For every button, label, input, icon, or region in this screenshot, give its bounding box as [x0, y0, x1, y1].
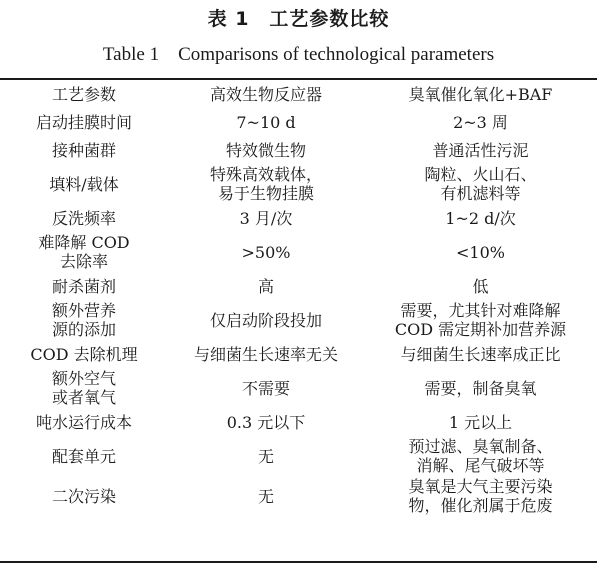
- ozone-baf-value-cell: 2~3 周: [453, 112, 508, 132]
- ozone-baf-value-cell: 陶粒、火山石、 有机滤料等: [424, 165, 537, 203]
- table-bottom-rule: [0, 561, 597, 563]
- ozone-baf-value-cell: 低: [472, 276, 489, 296]
- row-label-cell: 吨水运行成本: [35, 412, 132, 432]
- ozone-baf-value-cell: 1~2 d/次: [445, 208, 516, 228]
- table-row: [0, 300, 597, 340]
- row-label-cell: 填料/载体: [49, 174, 119, 194]
- row-label-cell: COD 去除机理: [30, 344, 138, 364]
- ozone-baf-value-cell: 与细菌生长速率成正比: [400, 344, 561, 364]
- ozone-baf-value-cell: 1 元以上: [448, 412, 513, 432]
- bioreactor-value-cell: 高: [257, 276, 274, 296]
- bioreactor-value-cell: 3 月/次: [239, 208, 293, 228]
- bioreactor-value-cell: 0.3 元以下: [226, 412, 306, 432]
- table-row: [0, 272, 597, 300]
- row-label-cell: 额外营养 源的添加: [51, 301, 116, 339]
- row-label-cell: 启动挂膜时间: [35, 112, 132, 132]
- header-cell-ozone-baf: 臭氧催化氧化+BAF: [408, 84, 553, 104]
- table-row: [0, 436, 597, 476]
- table-row: [0, 232, 597, 272]
- table-row: [0, 340, 597, 368]
- bioreactor-value-cell: 特效微生物: [225, 140, 306, 160]
- ozone-baf-value-cell: 预过滤、臭氧制备、 消解、尾气破坏等: [408, 437, 553, 475]
- header-cell-parameter: 工艺参数: [51, 84, 116, 104]
- bioreactor-value-cell: 7~10 d: [236, 112, 296, 132]
- bioreactor-value-cell: 无: [257, 486, 274, 506]
- ozone-baf-value-cell: <10%: [456, 242, 505, 262]
- bioreactor-value-cell: 不需要: [241, 378, 290, 398]
- table-caption-chinese: 表 1 工艺参数比较: [207, 8, 390, 30]
- bioreactor-value-cell: 仅启动阶段投加: [209, 310, 322, 330]
- parameter-comparison-table: [0, 80, 597, 516]
- row-label-cell: 配套单元: [51, 446, 116, 466]
- ozone-baf-value-cell: 普通活性污泥: [432, 140, 529, 160]
- ozone-baf-value-cell: 需要，制备臭氧: [424, 378, 537, 398]
- row-label-cell: 二次污染: [51, 486, 116, 506]
- row-label-cell: 额外空气 或者氧气: [51, 369, 116, 407]
- table-row: [0, 136, 597, 164]
- table-row: [0, 108, 597, 136]
- header-cell-bioreactor: 高效生物反应器: [209, 84, 322, 104]
- table-row: [0, 204, 597, 232]
- ozone-baf-value-cell: 需要，尤其针对难降解 COD 需定期补加营养源: [394, 301, 567, 339]
- table-header-row: [0, 80, 597, 108]
- bioreactor-value-cell: 特殊高效载体， 易于生物挂膜: [209, 165, 322, 203]
- bioreactor-value-cell: 无: [257, 446, 274, 466]
- table-caption-english: Table 1 Comparisons of technological parameters: [102, 44, 495, 65]
- row-label-cell: 耐杀菌剂: [51, 276, 116, 296]
- table-row: [0, 368, 597, 408]
- bioreactor-value-cell: 与细菌生长速率无关: [193, 344, 338, 364]
- table-row: [0, 408, 597, 436]
- table-row: [0, 164, 597, 204]
- row-label-cell: 反洗频率: [51, 208, 116, 228]
- bioreactor-value-cell: >50%: [241, 242, 291, 262]
- row-label-cell: 接种菌群: [51, 140, 116, 160]
- row-label-cell: 难降解 COD 去除率: [38, 233, 130, 271]
- ozone-baf-value-cell: 臭氧是大气主要污染 物，催化剂属于危废: [408, 477, 553, 515]
- table-row: [0, 476, 597, 516]
